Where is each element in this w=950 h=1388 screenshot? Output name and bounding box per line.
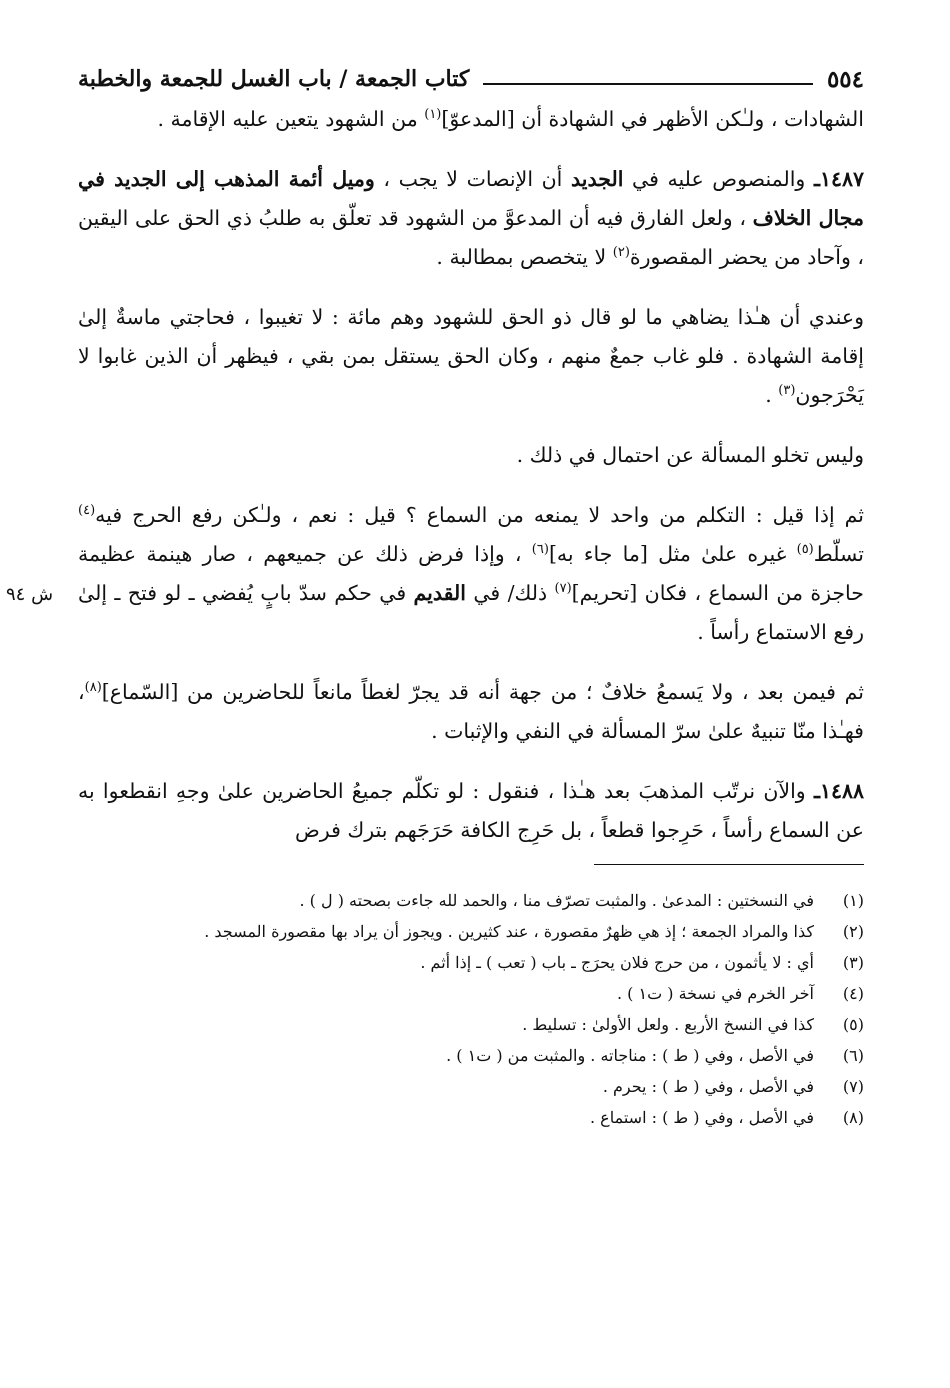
p1-text-b: من الشهود يتعين عليه الإقامة . [157, 107, 425, 131]
footnote-number: (٦) [842, 1046, 864, 1065]
footnote-item [78, 978, 864, 1009]
p3-text-b: . [765, 383, 779, 407]
paragraph-1487 [78, 160, 864, 277]
footnote-item [78, 1040, 864, 1071]
footnote-item [78, 1102, 864, 1133]
header-rule [483, 83, 813, 85]
footnote-number: (٧) [842, 1077, 864, 1096]
paragraph-1 [78, 100, 864, 139]
footnote-ref-1: (١) [424, 107, 442, 123]
p2-text-e: لا يتخصص بمطالبة . [436, 245, 613, 269]
p5-text-a: ثم إذا قيل : التكلم من واحد لا يمنعه من السماع ؟ قيل : نعم ، ولـٰكن رفع الحرج فيه [95, 503, 864, 527]
p5-text-c: غيره علىٰ مثل [ما جاء به] [548, 542, 797, 566]
footnote-number: (٣) [842, 953, 864, 972]
footnote-item [78, 885, 864, 916]
p2-text-c: أن الإنصات لا يجب ، [374, 167, 571, 191]
p5-text-b: تسلّط [813, 542, 864, 566]
p3-text-a: وعندي أن هـٰذا يضاهي ما لو قال ذو الحق للشهود وهم مائة : لا تغيبوا ، فحاجتي ماسةٌ إلىٰ إقامة الشهادة . فلو غاب جمعٌ منهم ، وكان الحق يستقل بمن بقي ، فيظهر أن الذين غابوا لا يَحْرَجون [78, 305, 865, 407]
book-page [6, 62, 865, 1133]
paragraph-3 [78, 298, 864, 415]
p5-text-e: ذلك/ في [465, 581, 555, 605]
p6-text-b: ، فهـٰذا منّا تنبيهٌ علىٰ سرّ المسألة في النفي والإثبات . [78, 680, 864, 743]
p2-bold-madhhab: وميل أئمة المذهب إلى الجديد في مجال الخلاف [78, 167, 864, 230]
footnote-text: في الأصل ، وفي ( ط ) : يحرم . [602, 1077, 814, 1096]
footnote-item [78, 1009, 864, 1040]
paragraph-5 [78, 496, 864, 652]
footnote-number: (٨) [842, 1108, 864, 1127]
footnote-ref-5: (٥) [796, 542, 814, 558]
footnote-text: كذا في النسخ الأربع . ولعل الأولىٰ : تسليط . [522, 1015, 814, 1034]
footnote-item [78, 916, 864, 947]
footnote-number: (٢) [842, 922, 864, 941]
footnote-ref-8: (٨) [84, 680, 102, 696]
chapter-title: كتاب الجمعة / باب الغسل للجمعة والخطبة [78, 66, 470, 92]
footnote-number: (٥) [842, 1015, 864, 1034]
paragraph-6 [78, 673, 864, 751]
section-number-1487: ١٤٨٧ـ [813, 167, 864, 191]
footnote-ref-6: (٦) [531, 542, 549, 558]
running-header [78, 62, 864, 96]
footnote-ref-2: (٢) [612, 245, 630, 261]
footnote-ref-4: (٤) [78, 503, 96, 519]
page-number: ٥٥٤ [826, 65, 864, 93]
p2-bold-jadid: الجديد [570, 167, 624, 191]
footnote-text: في الأصل ، وفي ( ط ) : مناجاته . والمثبت من ( ت١ ) . [446, 1046, 814, 1065]
footnote-item [78, 1071, 864, 1102]
p2-text-d: ، ولعل الفارق فيه أن المدعوَّ من الشهود قد تعلّق به طلبُ ذي الحق على اليقين ، وآحاد من يحضر المقصورة [78, 206, 864, 269]
paragraph-1488 [78, 772, 864, 850]
p5-text-d: ، وإذا فرض ذلك عن جميعهم ، صار هينمة عظيمة حاجزة من السماع ، فكان [تحريم] [78, 542, 864, 605]
footnote-number: (١) [842, 891, 864, 910]
p6-text-a: ثم فيمن بعد ، ولا يَسمعُ خلافٌ ؛ من جهة أنه قد يجرّ لغطاً مانعاً للحاضرين من [السّماع] [101, 680, 864, 704]
footnote-text: كذا والمراد الجمعة ؛ إذ هي ظهرٌ مقصورة ، عند كثيرين . ويجوز أن يراد بها مقصورة المسجد . [204, 922, 814, 941]
margin-folio-note: ش ٩٤ [6, 584, 54, 605]
footnote-ref-3: (٣) [778, 383, 796, 399]
footnote-number: (٤) [842, 984, 864, 1003]
footnote-ref-7: (٧) [554, 581, 572, 597]
p5-text-f: في حكم سدّ بابٍ يُفضي ـ لو فتح ـ إلىٰ رفع الاستماع رأساً . [78, 581, 864, 644]
footnote-text: أي : لا يأثمون ، من حرج فلان يحرَج ـ باب ( تعب ) ـ إذا أثم . [420, 953, 814, 972]
p1-text-a: الشهادات ، ولـٰكن الأظهر في الشهادة أن [المدعوّ] [441, 107, 864, 131]
paragraph-5-wrap [6, 496, 864, 652]
footnotes-list [78, 885, 864, 1133]
p5-bold-qadim: القديم [413, 581, 466, 605]
footnote-item [78, 947, 864, 978]
footnote-text: في الأصل ، وفي ( ط ) : استماع . [589, 1108, 814, 1127]
p7-text-a: والآن نرتّب المذهبَ بعد هـٰذا ، فنقول : لو تكلّم جميعُ الحاضرين علىٰ وجهِ انقطعوا به عن السماع رأساً ، حَرِجوا قطعاً ، بل حَرِج الكافة حَرَجَهم بترك فرض [78, 779, 864, 842]
footnote-text: آخر الخرم في نسخة ( ت١ ) . [617, 984, 814, 1003]
footnote-text: في النسختين : المدعىٰ . والمثبت تصرّف منا ، والحمد لله جاءت بصحته ( ل ) . [299, 891, 814, 910]
section-number-1488: ١٤٨٨ـ [813, 779, 864, 803]
p2-text-a: والمنصوص عليه في [623, 167, 814, 191]
paragraph-4: وليس تخلو المسألة عن احتمال في ذلك . [516, 443, 864, 467]
footnote-separator [594, 864, 864, 865]
